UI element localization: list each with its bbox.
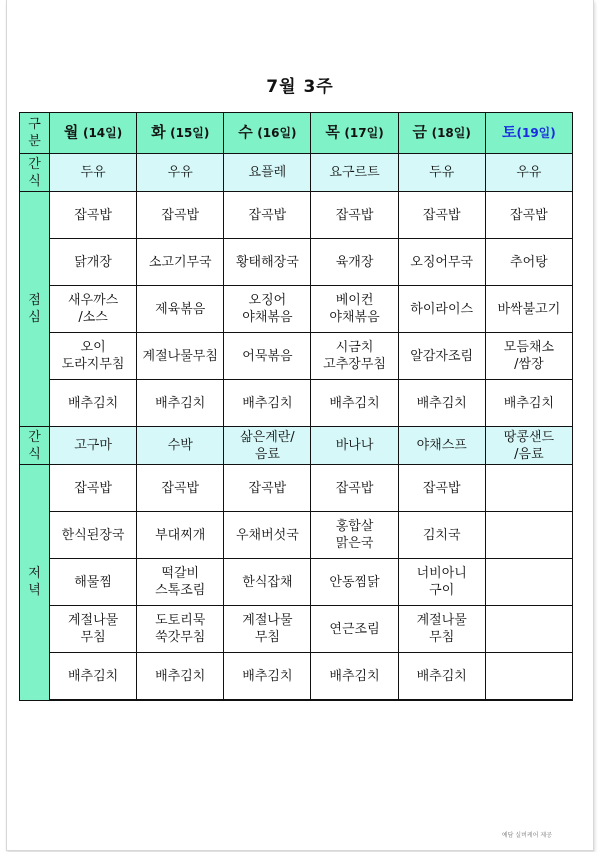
snack-label: 간식 — [20, 427, 50, 465]
menu-cell: 요구르트 — [311, 154, 398, 192]
dinner-row — [20, 465, 573, 512]
menu-cell: 우채버섯국 — [224, 512, 311, 559]
menu-cell: 배추김치 — [50, 653, 137, 701]
menu-cell: 김치국 — [398, 512, 485, 559]
menu-cell: 하이라이스 — [398, 286, 485, 333]
menu-cell: 배추김치 — [485, 380, 572, 427]
weekday-label: 목 — [325, 123, 340, 141]
menu-cell: 한식잡채 — [224, 559, 311, 606]
menu-cell — [485, 465, 572, 512]
menu-cell: 시금치 고추장무침 — [311, 333, 398, 380]
day-header-wed — [224, 113, 311, 154]
menu-cell: 배추김치 — [137, 653, 224, 701]
menu-cell: 해물찜 — [50, 559, 137, 606]
menu-cell: 한식된장국 — [50, 512, 137, 559]
menu-cell: 잡곡밥 — [224, 192, 311, 239]
date-label: (17일) — [344, 126, 384, 140]
day-header-tue — [137, 113, 224, 154]
menu-cell: 배추김치 — [311, 380, 398, 427]
menu-cell: 황태해장국 — [224, 239, 311, 286]
lunch-row — [20, 192, 573, 239]
menu-cell: 배추김치 — [398, 653, 485, 701]
menu-cell: 수박 — [137, 427, 224, 465]
menu-cell: 새우까스 /소스 — [50, 286, 137, 333]
menu-cell: 두유 — [398, 154, 485, 192]
snack-label: 간식 — [20, 154, 50, 192]
menu-cell: 잡곡밥 — [137, 192, 224, 239]
dinner-row — [20, 653, 573, 701]
dinner-label: 저 녁 — [20, 465, 50, 701]
menu-cell: 육개장 — [311, 239, 398, 286]
dinner-row — [20, 559, 573, 606]
menu-cell: 추어탕 — [485, 239, 572, 286]
date-label: (19일) — [516, 126, 556, 140]
menu-cell: 잡곡밥 — [311, 465, 398, 512]
menu-cell: 잡곡밥 — [311, 192, 398, 239]
menu-cell: 계절나물무침 — [137, 333, 224, 380]
menu-cell: 야채스프 — [398, 427, 485, 465]
weekly-menu-table — [19, 112, 573, 701]
dinner-row — [20, 606, 573, 653]
day-header-mon — [50, 113, 137, 154]
menu-cell: 배추김치 — [50, 380, 137, 427]
menu-cell: 배추김치 — [224, 380, 311, 427]
menu-cell: 부대찌개 — [137, 512, 224, 559]
menu-cell: 계절나물 무침 — [50, 606, 137, 653]
date-label: (14일) — [82, 126, 123, 140]
menu-cell — [485, 512, 572, 559]
lunch-label: 점 심 — [20, 192, 50, 427]
menu-cell: 어묵볶음 — [224, 333, 311, 380]
menu-cell: 배추김치 — [311, 653, 398, 701]
menu-cell — [485, 653, 572, 701]
lunch-row — [20, 286, 573, 333]
menu-cell: 오징어무국 — [398, 239, 485, 286]
menu-cell: 잡곡밥 — [224, 465, 311, 512]
menu-cell: 도토리묵 쑥갓무침 — [137, 606, 224, 653]
menu-cell: 떡갈비 스톡조림 — [137, 559, 224, 606]
menu-cell: 바나나 — [311, 427, 398, 465]
menu-cell: 연근조림 — [311, 606, 398, 653]
menu-cell: 소고기무국 — [137, 239, 224, 286]
menu-cell: 땅콩샌드 /음료 — [485, 427, 572, 465]
menu-cell: 배추김치 — [398, 380, 485, 427]
menu-cell: 잡곡밥 — [50, 192, 137, 239]
menu-cell: 잡곡밥 — [50, 465, 137, 512]
lunch-row — [20, 380, 573, 427]
menu-cell: 잡곡밥 — [398, 465, 485, 512]
day-header-fri — [398, 113, 485, 154]
date-label: (18일) — [431, 126, 471, 140]
menu-cell: 베이컨 야채볶음 — [311, 286, 398, 333]
menu-cell: 계절나물 무침 — [398, 606, 485, 653]
day-header-thu — [311, 113, 398, 154]
day-header-sat — [485, 113, 572, 154]
weekday-label: 토 — [502, 123, 517, 141]
menu-cell: 안동찜닭 — [311, 559, 398, 606]
menu-cell: 홍합살 맑은국 — [311, 512, 398, 559]
menu-cell — [485, 606, 572, 653]
page-title: 7월 3주 — [266, 77, 334, 97]
morning-snack-row — [20, 154, 573, 192]
weekday-label: 월 — [63, 123, 79, 141]
category-header: 구분 — [20, 113, 50, 154]
menu-cell: 오징어 야채볶음 — [224, 286, 311, 333]
menu-cell: 잡곡밥 — [485, 192, 572, 239]
lunch-row — [20, 239, 573, 286]
menu-cell: 제육볶음 — [137, 286, 224, 333]
menu-cell: 오이 도라지무침 — [50, 333, 137, 380]
menu-cell: 잡곡밥 — [137, 465, 224, 512]
weekday-label: 수 — [238, 123, 253, 141]
menu-cell: 고구마 — [50, 427, 137, 465]
menu-cell: 너비아니 구이 — [398, 559, 485, 606]
afternoon-snack-row — [20, 427, 573, 465]
menu-cell: 알감자조림 — [398, 333, 485, 380]
date-label: (15일) — [170, 126, 210, 140]
menu-cell: 배추김치 — [137, 380, 224, 427]
menu-cell: 모듬채소 /쌈장 — [485, 333, 572, 380]
date-label: (16일) — [257, 126, 297, 140]
menu-cell: 두유 — [50, 154, 137, 192]
header-row — [20, 113, 573, 154]
weekday-label: 화 — [151, 123, 166, 141]
menu-cell: 잡곡밥 — [398, 192, 485, 239]
menu-cell — [485, 559, 572, 606]
menu-cell: 바싹불고기 — [485, 286, 572, 333]
dinner-row — [20, 512, 573, 559]
footer-credit: 예담 실버케어 제공 — [501, 832, 552, 839]
menu-cell: 우유 — [485, 154, 572, 192]
menu-cell: 계절나물 무침 — [224, 606, 311, 653]
menu-cell: 요플레 — [224, 154, 311, 192]
weekday-label: 금 — [412, 123, 428, 141]
menu-cell: 우유 — [137, 154, 224, 192]
menu-cell: 배추김치 — [224, 653, 311, 701]
menu-cell: 삶은계란/ 음료 — [224, 427, 311, 465]
menu-cell: 닭개장 — [50, 239, 137, 286]
lunch-row — [20, 333, 573, 380]
